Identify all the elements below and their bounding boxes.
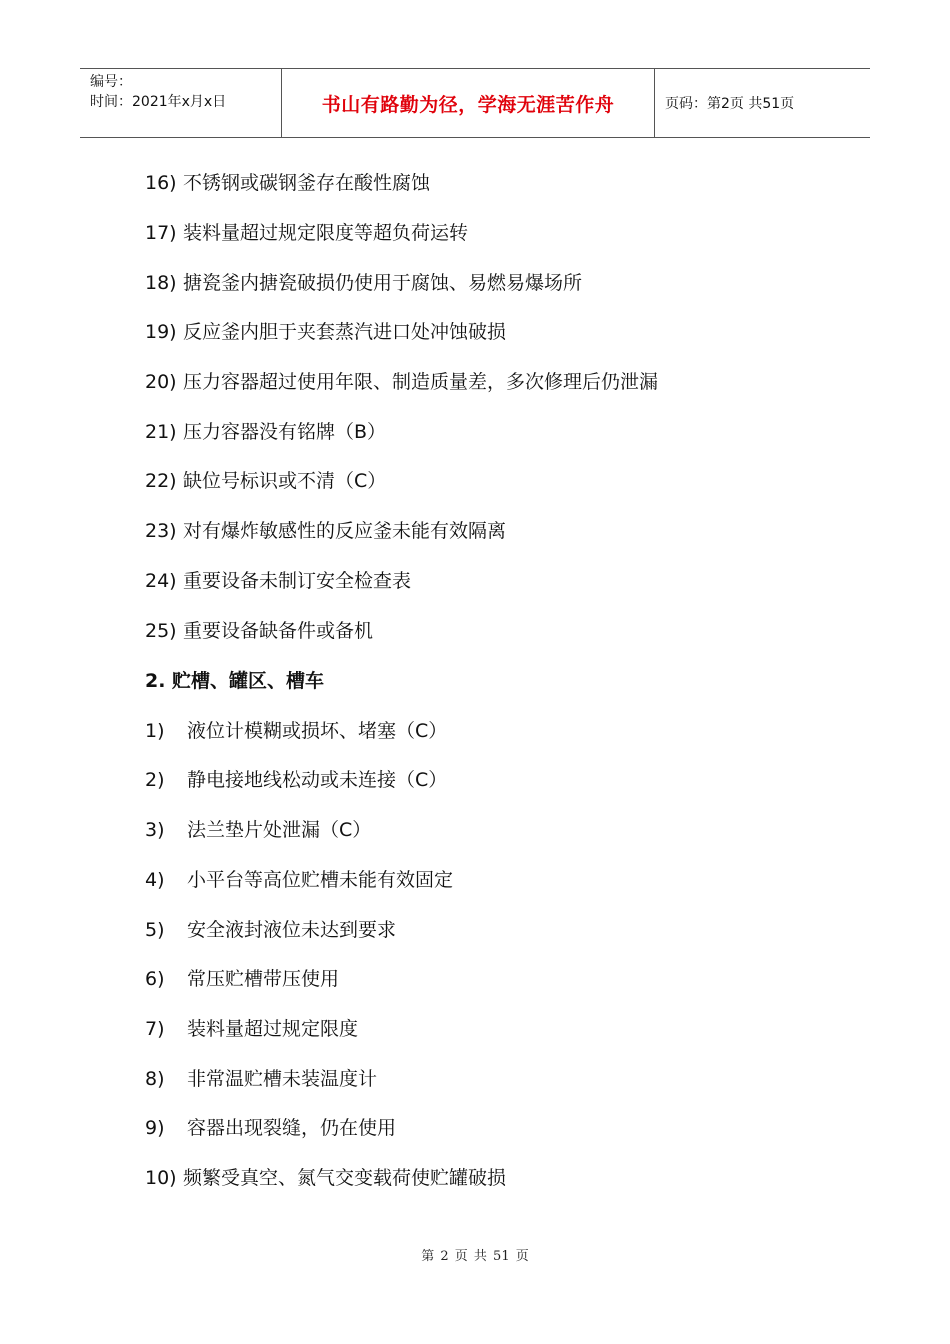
list-item-number: 7) bbox=[145, 1018, 165, 1040]
list-item-number: 25) bbox=[145, 620, 177, 642]
list-item-text: 重要设备缺备件或备机 bbox=[183, 620, 374, 642]
list-item-text: 反应釜内胆于夹套蒸汽进口处冲蚀破损 bbox=[183, 321, 507, 343]
list-item-number: 23) bbox=[145, 520, 177, 542]
list-item-text: 缺位号标识或不清（C） bbox=[183, 470, 387, 492]
list-item bbox=[145, 469, 386, 493]
list-item-text: 装料量超过规定限度等超负荷运转 bbox=[183, 222, 469, 244]
list-item-text: 装料量超过规定限度 bbox=[187, 1018, 359, 1040]
list-item-number: 21) bbox=[145, 421, 177, 443]
list-item-text: 液位计模糊或损坏、堵塞（C） bbox=[187, 720, 448, 742]
list-item-number: 5) bbox=[145, 919, 165, 941]
list-item-text: 静电接地线松动或未连接（C） bbox=[187, 769, 448, 791]
list-item-number: 16) bbox=[145, 172, 177, 194]
list-item-text: 重要设备未制订安全检查表 bbox=[183, 570, 412, 592]
list-item bbox=[145, 818, 371, 842]
list-item bbox=[145, 370, 658, 394]
list-item bbox=[145, 1017, 358, 1041]
page-header bbox=[80, 68, 870, 138]
header-motto: 书山有路勤为径，学海无涯苦作舟 bbox=[321, 93, 615, 116]
list-item-number: 4) bbox=[145, 869, 165, 891]
list-item-text: 不锈钢或碳钢釜存在酸性腐蚀 bbox=[183, 172, 431, 194]
list-item-number: 19) bbox=[145, 321, 177, 343]
list-item bbox=[145, 420, 386, 444]
section-heading: 2. 贮槽、罐区、槽车 bbox=[145, 670, 325, 692]
list-item-number: 20) bbox=[145, 371, 177, 393]
list-item-text: 搪瓷釜内搪瓷破损仍使用于腐蚀、易燃易爆场所 bbox=[183, 272, 583, 294]
list-item-number: 2) bbox=[145, 769, 165, 791]
list-item bbox=[145, 320, 506, 344]
list-item-number: 18) bbox=[145, 272, 177, 294]
list-item-number: 10) bbox=[145, 1167, 177, 1189]
list-item bbox=[145, 1166, 506, 1190]
list-item-text: 安全液封液位未达到要求 bbox=[187, 919, 397, 941]
list-item bbox=[145, 868, 453, 892]
list-item bbox=[145, 619, 373, 643]
list-item-number: 24) bbox=[145, 570, 177, 592]
list-item-number: 3) bbox=[145, 819, 165, 841]
list-item-text: 非常温贮槽未装温度计 bbox=[187, 1068, 378, 1090]
list-item-number: 9) bbox=[145, 1117, 165, 1139]
list-item-text: 小平台等高位贮槽未能有效固定 bbox=[187, 869, 454, 891]
list-item bbox=[145, 221, 468, 245]
document-date-label: 时间：2021年x月x日 bbox=[90, 94, 227, 110]
list-item-text: 压力容器没有铭牌（B） bbox=[183, 421, 387, 443]
list-item bbox=[145, 1067, 377, 1091]
list-item bbox=[145, 271, 582, 295]
list-item-number: 22) bbox=[145, 470, 177, 492]
list-item-text: 法兰垫片处泄漏（C） bbox=[187, 819, 372, 841]
list-item-text: 压力容器超过使用年限、制造质量差，多次修理后仍泄漏 bbox=[183, 371, 659, 393]
page-footer: 第 2 页 共 51 页 bbox=[421, 1249, 529, 1264]
list-item bbox=[145, 918, 396, 942]
header-meta-cell bbox=[80, 69, 282, 137]
list-item bbox=[145, 967, 339, 991]
document-number-label: 编号： bbox=[90, 74, 132, 90]
list-item-number: 17) bbox=[145, 222, 177, 244]
list-item bbox=[145, 768, 447, 792]
list-item-number: 1) bbox=[145, 720, 165, 742]
list-item bbox=[145, 519, 506, 543]
list-item bbox=[145, 569, 411, 593]
header-page-cell bbox=[655, 69, 870, 137]
header-page-info: 页码：第2页 共51页 bbox=[665, 96, 795, 112]
list-item-number: 6) bbox=[145, 968, 165, 990]
list-item bbox=[145, 1116, 396, 1140]
list-item-text: 常压贮槽带压使用 bbox=[187, 968, 340, 990]
list-item-text: 对有爆炸敏感性的反应釜未能有效隔离 bbox=[183, 520, 507, 542]
list-item bbox=[145, 719, 447, 743]
list-item-number: 8) bbox=[145, 1068, 165, 1090]
list-item bbox=[145, 171, 430, 195]
header-motto-cell bbox=[282, 69, 655, 137]
list-item-text: 频繁受真空、氮气交变载荷使贮罐破损 bbox=[183, 1167, 507, 1189]
list-item-text: 容器出现裂缝，仍在使用 bbox=[187, 1117, 397, 1139]
